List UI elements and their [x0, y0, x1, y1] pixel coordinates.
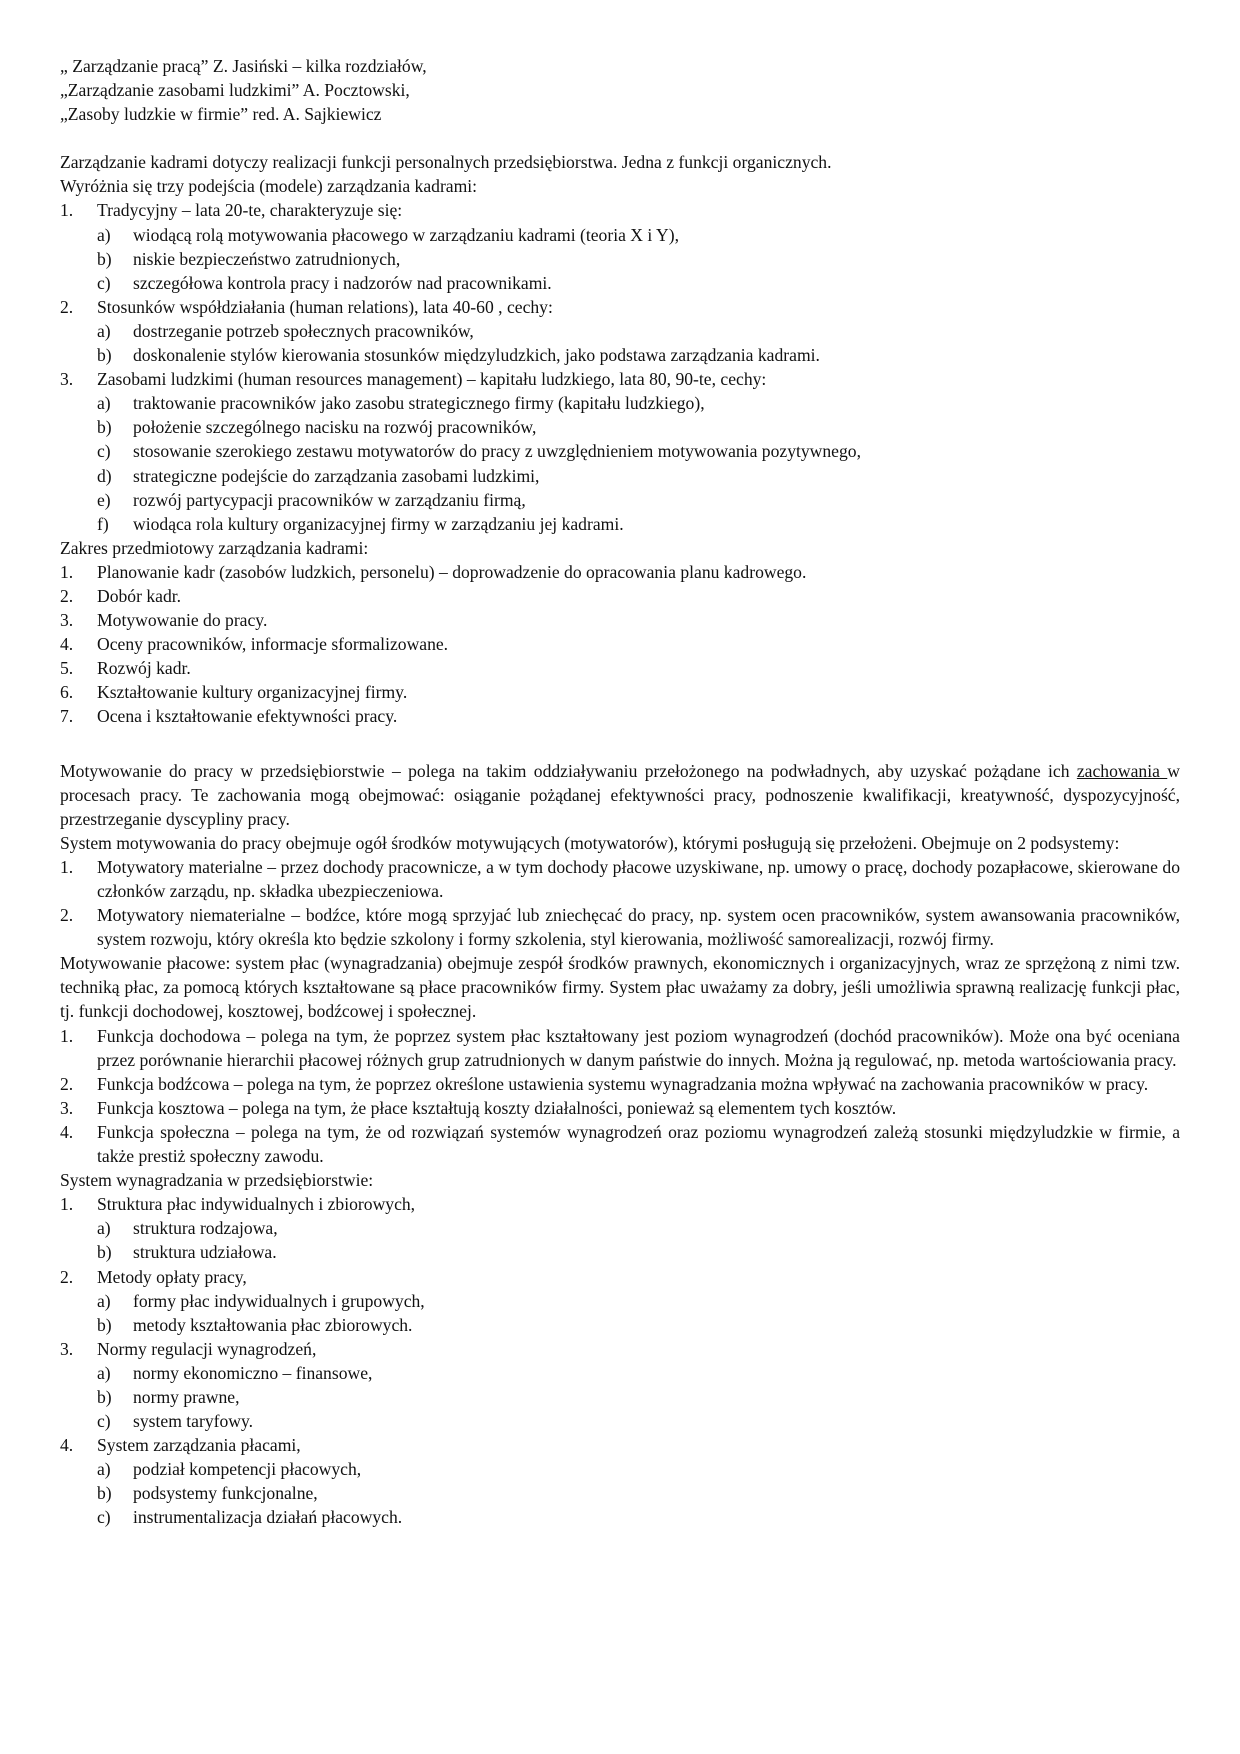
sublist — [60, 223, 1180, 295]
sublist-item-text: dostrzeganie potrzeb społecznych pracowników, — [133, 320, 474, 341]
sublist-letter: b) — [97, 417, 112, 438]
sublist-letter: b) — [97, 1242, 112, 1263]
sublist-letter: b) — [97, 1314, 112, 1335]
sublist-item-text: rozwój partycypacji pracowników w zarządzaniu firmą, — [133, 489, 526, 510]
models-list — [60, 198, 1180, 222]
sublist-item-text: wiodąca rola kultury organizacyjnej firmy w zarządzaniu jej kadrami. — [133, 513, 624, 534]
list-number: 2. — [60, 1266, 74, 1287]
sublist-item-text: stosowanie szerokiego zestawu motywatorów do pracy z uwzględnieniem motywowania pozytywnego, — [133, 441, 861, 462]
paragraph-text: Motywowanie do pracy w przedsiębiorstwie – polega na takim oddziaływaniu przełożonego na podwładnych, aby uzyskać pożądane ich — [60, 760, 1077, 781]
sublist-item — [97, 247, 1180, 271]
sublist-letter: c) — [97, 272, 111, 293]
list-item-text: Dobór kadr. — [97, 585, 182, 606]
list-item — [60, 198, 1180, 222]
sublist-item — [97, 512, 1180, 536]
list-item — [60, 632, 1180, 656]
sublist — [60, 1216, 1180, 1264]
list-item — [60, 1024, 1180, 1072]
list-number: 1. — [60, 561, 74, 582]
list-number: 3. — [60, 1097, 74, 1118]
sublist-item-text: szczegółowa kontrola pracy i nadzorów nad pracownikami. — [133, 272, 552, 293]
reference-line: „ Zarządzanie pracą” Z. Jasiński – kilka rozdziałów, — [60, 56, 427, 76]
list-item — [60, 560, 1180, 584]
sublist — [60, 391, 1180, 536]
list-item — [60, 903, 1180, 951]
sublist-letter: b) — [97, 1386, 112, 1407]
list-item — [60, 704, 1180, 728]
list-number: 3. — [60, 369, 74, 390]
sublist-item — [97, 223, 1180, 247]
sublist-item — [97, 1216, 1180, 1240]
list-item-text: Planowanie kadr (zasobów ludzkich, personelu) – doprowadzenie do opracowania planu kadrowego. — [97, 561, 807, 582]
reference-line: „Zarządzanie zasobami ludzkimi” A. Pocztowski, — [60, 80, 410, 101]
sublist-item — [97, 1505, 1180, 1529]
models-list — [60, 367, 1180, 391]
wage-system-list — [60, 1192, 1180, 1216]
list-number: 1. — [60, 200, 74, 221]
list-number: 2. — [60, 585, 74, 606]
sublist-item-text: struktura rodzajowa, — [133, 1218, 278, 1239]
sublist-letter: a) — [97, 1362, 111, 1383]
list-item-text: Rozwój kadr. — [97, 658, 191, 679]
sublist-letter: a) — [97, 1459, 111, 1480]
sublist-item — [97, 1385, 1180, 1409]
motivation-paragraph — [60, 759, 1180, 831]
sublist-item — [97, 464, 1180, 488]
list-item-text: System zarządzania płacami, — [97, 1435, 301, 1456]
list-number: 1. — [60, 1194, 74, 1215]
list-item-text: Ocena i kształtowanie efektywności pracy. — [97, 706, 398, 727]
sublist-item-text: położenie szczególnego nacisku na rozwój pracowników, — [133, 417, 537, 438]
sublist-item — [97, 319, 1180, 343]
sublist-item-text: struktura udziałowa. — [133, 1242, 277, 1263]
list-item-text: Kształtowanie kultury organizacyjnej firmy. — [97, 682, 408, 703]
intro-paragraph: Zarządzanie kadrami dotyczy realizacji funkcji personalnych przedsiębiorstwa. Jedna z funkcji organicznych. — [60, 152, 832, 173]
sublist-item-text: metody kształtowania płac zbiorowych. — [133, 1314, 413, 1335]
list-item — [60, 1120, 1180, 1168]
intro-section — [60, 150, 1180, 198]
list-item-text: Stosunków współdziałania (human relations), lata 40-60 , cechy: — [97, 296, 553, 317]
list-number: 7. — [60, 706, 74, 727]
list-number: 6. — [60, 682, 74, 703]
sublist-item — [97, 1409, 1180, 1433]
sublist — [60, 1457, 1180, 1529]
motivators-list — [60, 855, 1180, 951]
reference-line: „Zasoby ludzkie w firmie” red. A. Sajkiewicz — [60, 104, 382, 125]
wage-system-list — [60, 1337, 1180, 1361]
sublist-letter: d) — [97, 465, 112, 486]
sublist-item — [97, 488, 1180, 512]
sublist-item-text: podział kompetencji płacowych, — [133, 1459, 362, 1480]
list-item-text: Metody opłaty pracy, — [97, 1266, 247, 1287]
sublist-letter: f) — [97, 513, 109, 534]
sublist-item — [97, 1313, 1180, 1337]
sublist-item — [97, 1289, 1180, 1313]
sublist-item-text: strategiczne podejście do zarządzania zasobami ludzkimi, — [133, 465, 540, 486]
list-item-text: Funkcja bodźcowa – polega na tym, że poprzez określone ustawienia systemu wynagradzania można wpływać na zachowania pracowników w pracy. — [97, 1073, 1149, 1094]
list-item — [60, 656, 1180, 680]
sublist-item — [97, 271, 1180, 295]
sublist-item-text: traktowanie pracowników jako zasobu strategicznego firmy (kapitału ludzkiego), — [133, 393, 705, 414]
list-item-text: Zasobami ludzkimi (human resources management) – kapitału ludzkiego, lata 80, 90-te, cechy: — [97, 369, 767, 390]
sublist-item-text: niskie bezpieczeństwo zatrudnionych, — [133, 248, 401, 269]
list-number: 4. — [60, 1435, 74, 1456]
list-item-text: Oceny pracowników, informacje sformalizowane. — [97, 634, 449, 655]
list-item — [60, 1265, 1180, 1289]
list-item — [60, 584, 1180, 608]
wage-system-list — [60, 1433, 1180, 1457]
list-item-text: Funkcja kosztowa – polega na tym, że płace kształtują koszty działalności, ponieważ są elementem tych kosztów. — [97, 1097, 897, 1118]
intro-paragraph: Wyróżnia się trzy podejścia (modele) zarządzania kadrami: — [60, 176, 478, 197]
list-item-text: Motywatory niematerialne – bodźce, które mogą sprzyjać lub zniechęcać do pracy, np. system ocen pracowników, system awansowania pracowników, system rozwoju, który określa kto będzie szkolony i formy szkolenia, styl kierowania, możliwość samorealizacji, rozwój firmy. — [97, 905, 1180, 950]
list-item — [60, 1192, 1180, 1216]
sublist-item — [97, 415, 1180, 439]
list-item — [60, 1433, 1180, 1457]
list-item — [60, 295, 1180, 319]
list-item-text: Struktura płac indywidualnych i zbiorowych, — [97, 1194, 416, 1215]
section-heading: Zakres przedmiotowy zarządzania kadrami: — [60, 537, 369, 558]
list-number: 3. — [60, 1338, 74, 1359]
sublist-item-text: podsystemy funkcjonalne, — [133, 1483, 318, 1504]
section-heading: System wynagradzania w przedsiębiorstwie: — [60, 1170, 374, 1191]
sublist — [60, 319, 1180, 367]
list-number: 2. — [60, 905, 74, 926]
list-item-text: Motywowanie do pracy. — [97, 610, 268, 631]
sublist-item — [97, 1240, 1180, 1264]
wage-functions-list — [60, 1024, 1180, 1169]
list-number: 2. — [60, 1073, 74, 1094]
list-item — [60, 680, 1180, 704]
sublist-letter: a) — [97, 224, 111, 245]
sublist-letter: c) — [97, 1507, 111, 1528]
wage-paragraph: Motywowanie płacowe: system płac (wynagradzania) obejmuje zespół środków prawnych, ekonomicznych i organizacyjnych, wraz ze sprzężoną z nimi tzw. techniką płac, za pomocą których kształtowane są płace pracowników firmy. System płac uważamy za dobry, jeśli umożliwia sprawną realizację funkcji płac, tj. funkcji dochodowej, kosztowej, bodźcowej i społecznej. — [60, 953, 1180, 1022]
sublist-item-text: wiodącą rolą motywowania płacowego w zarządzaniu kadrami (teoria X i Y), — [133, 224, 679, 245]
sublist-item-text: normy prawne, — [133, 1386, 240, 1407]
spacer — [60, 729, 1180, 759]
list-item — [60, 367, 1180, 391]
sublist-letter: a) — [97, 320, 111, 341]
list-number: 3. — [60, 610, 74, 631]
list-number: 4. — [60, 1121, 74, 1142]
sublist-letter: b) — [97, 1483, 112, 1504]
list-item-text: Motywatory materialne – przez dochody pracownicze, a w tym dochody płacowe uzyskiwane, np. umowy o pracę, dochody pozapłacowe, skierowane do członków zarządu, np. składka ubezpieczeniowa. — [97, 856, 1180, 901]
wage-system-list — [60, 1265, 1180, 1289]
list-number: 1. — [60, 856, 74, 877]
models-list — [60, 295, 1180, 319]
sublist-item — [97, 439, 1180, 463]
sublist-item — [97, 1457, 1180, 1481]
sublist-letter: b) — [97, 248, 112, 269]
sublist-item — [97, 1481, 1180, 1505]
spacer — [60, 126, 1180, 150]
sublist-item — [97, 1361, 1180, 1385]
list-number: 1. — [60, 1025, 74, 1046]
underlined-term: zachowania — [1076, 760, 1168, 781]
list-number: 2. — [60, 296, 74, 317]
paragraph-text: w procesach pracy. Te zachowania mogą obejmować: osiąganie pożądanej efektywności pracy, podnoszenie kwalifikacji, kreatywność, dyspozycyjność, przestrzeganie dyscypliny pracy. — [60, 760, 1180, 829]
sublist-letter: a) — [97, 393, 111, 414]
list-item-text: Funkcja społeczna – polega na tym, że od rozwiązań systemów wynagrodzeń oraz poziomu wynagrodzeń zależą stosunki międzyludzkie w firmie, a także prestiż społeczny zawodu. — [97, 1121, 1180, 1167]
sublist-letter: a) — [97, 1218, 111, 1239]
list-number: 5. — [60, 658, 74, 679]
sublist-letter: c) — [97, 441, 111, 462]
scope-list — [60, 560, 1180, 729]
references — [60, 54, 1180, 126]
sublist-letter: c) — [97, 1411, 111, 1432]
sublist-letter: e) — [97, 489, 111, 510]
motivation-system-paragraph: System motywowania do pracy obejmuje ogół środków motywujących (motywatorów), którymi posługują się przełożeni. Obejmuje on 2 podsystemy: — [60, 832, 1120, 853]
sublist-item — [97, 391, 1180, 415]
sublist-item-text: instrumentalizacja działań płacowych. — [133, 1507, 403, 1528]
sublist-item-text: formy płac indywidualnych i grupowych, — [133, 1290, 425, 1311]
list-item-text: Tradycyjny – lata 20-te, charakteryzuje się: — [97, 200, 403, 221]
list-number: 4. — [60, 634, 74, 655]
list-item — [60, 1337, 1180, 1361]
sublist-letter: a) — [97, 1290, 111, 1311]
list-item — [60, 608, 1180, 632]
list-item — [60, 855, 1180, 903]
sublist — [60, 1361, 1180, 1433]
list-item-text: Normy regulacji wynagrodzeń, — [97, 1338, 317, 1359]
sublist-item-text: system taryfowy. — [133, 1411, 254, 1432]
list-item — [60, 1072, 1180, 1096]
sublist-item — [97, 343, 1180, 367]
sublist-letter: b) — [97, 345, 112, 366]
list-item-text: Funkcja dochodowa – polega na tym, że poprzez system płac kształtowany jest poziom wynagrodzeń (dochód pracowników). Może ona być oceniana przez porównanie hierarchii płacowej różnych grup zatrudnionych w danym państwie do innych. Można ją regulować, np. metoda wartościowania pracy. — [97, 1025, 1180, 1070]
list-item — [60, 1096, 1180, 1120]
sublist — [60, 1289, 1180, 1337]
sublist-item-text: doskonalenie stylów kierowania stosunków międzyludzkich, jako podstawa zarządzania kadrami. — [133, 345, 820, 366]
sublist-item-text: normy ekonomiczno – finansowe, — [133, 1362, 373, 1383]
